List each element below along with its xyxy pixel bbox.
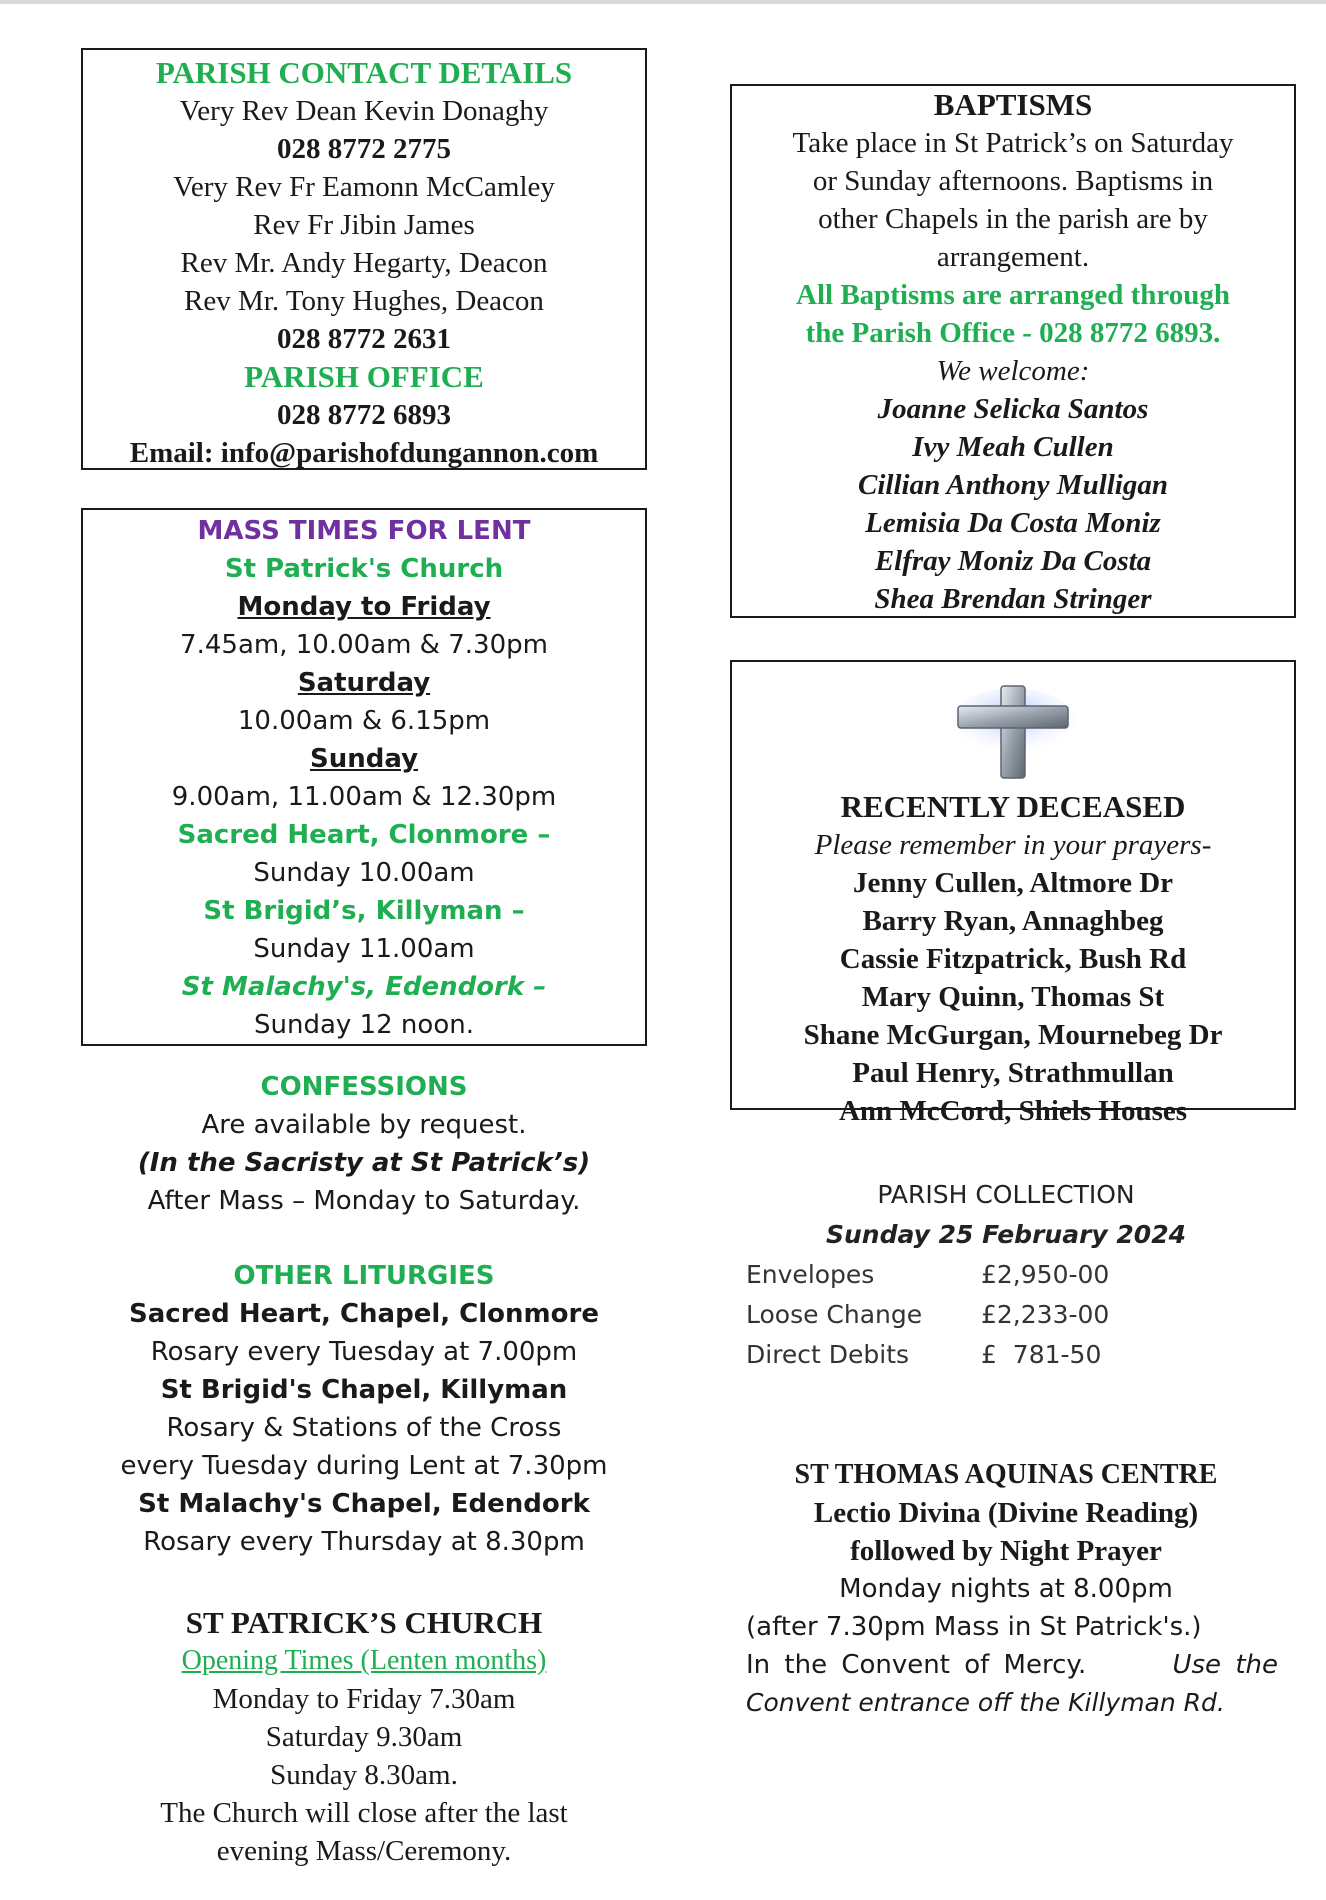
baptisms-text-2: or Sunday afternoons. Baptisms in: [812, 165, 1214, 197]
collection-amount: £2,950-00: [981, 1260, 1110, 1289]
collection-label: Direct Debits: [746, 1340, 910, 1369]
baptisms-welcome: We welcome:: [936, 355, 1090, 387]
sunday-label: Sunday: [309, 744, 419, 774]
deceased-name: Shane McGurgan, Mournebeg Dr: [803, 1019, 1223, 1051]
opening-subtitle[interactable]: Opening Times (Lenten months): [181, 1645, 547, 1676]
saturday-times: 10.00am & 6.15pm: [237, 706, 491, 736]
liturgies-title: OTHER LITURGIES: [233, 1261, 495, 1291]
mass-times-box: [81, 508, 647, 1046]
liturgy-chapel-2-detail-2: every Tuesday during Lent at 7.30pm: [120, 1451, 608, 1481]
baptism-name: Ivy Meah Cullen: [912, 431, 1114, 463]
mass-church: St Patrick's Church: [224, 554, 504, 584]
deceased-name: Ann McCord, Shiels Houses: [838, 1095, 1188, 1127]
baptism-name: Joanne Selicka Santos: [877, 393, 1149, 425]
baptisms-title: BAPTISMS: [933, 87, 1093, 122]
weekday-times: 7.45am, 10.00am & 7.30pm: [180, 630, 548, 660]
clergy-5: Rev Mr. Tony Hughes, Deacon: [184, 285, 544, 317]
contact-title: PARISH CONTACT DETAILS: [155, 55, 573, 90]
baptism-name: Cillian Anthony Mulligan: [858, 469, 1168, 501]
phone-2: 028 8772 2631: [277, 323, 451, 355]
aquinas-line-2: followed by Night Prayer: [850, 1535, 1162, 1567]
chapel-3-time: Sunday 12 noon.: [254, 1010, 474, 1040]
liturgy-chapel-3-detail: Rosary every Thursday at 8.30pm: [143, 1527, 585, 1557]
confessions-line-2: (In the Sacristy at St Patrick’s): [137, 1148, 591, 1178]
baptisms-note-1: All Baptisms are arranged through: [796, 279, 1230, 311]
aquinas-line-1: Lectio Divina (Divine Reading): [813, 1497, 1199, 1529]
collection-label: Envelopes: [746, 1260, 875, 1289]
liturgy-chapel-2: St Brigid's Chapel, Killyman: [160, 1375, 568, 1405]
saturday-label: Saturday: [297, 668, 431, 698]
contact-email[interactable]: Email: info@parishofdungannon.com: [129, 437, 599, 469]
confessions-line-3: After Mass – Monday to Saturday.: [147, 1186, 581, 1216]
deceased-name: Cassie Fitzpatrick, Bush Rd: [839, 943, 1187, 975]
deceased-title: RECENTLY DECEASED: [840, 789, 1186, 824]
deceased-name: Paul Henry, Strathmullan: [852, 1057, 1174, 1089]
opening-times-link[interactable]: [81, 1642, 647, 1680]
clergy-4: Rev Mr. Andy Hegarty, Deacon: [180, 247, 548, 279]
collection-label: Loose Change: [746, 1300, 923, 1329]
opening-line-5: evening Mass/Ceremony.: [216, 1835, 512, 1867]
aquinas-line-5b: Use the: [1172, 1650, 1278, 1680]
liturgy-chapel-3: St Malachy's Chapel, Edendork: [138, 1489, 590, 1519]
clergy-3: Rev Fr Jibin James: [253, 209, 475, 241]
baptisms-note-2: the Parish Office - 028 8772 6893.: [805, 317, 1221, 349]
baptisms-box: [730, 84, 1296, 618]
opening-section: [81, 1604, 647, 1870]
sunday-times: 9.00am, 11.00am & 12.30pm: [171, 782, 557, 812]
collection-title: PARISH COLLECTION: [877, 1180, 1135, 1209]
confessions-title: CONFESSIONS: [260, 1072, 468, 1102]
opening-line-3: Sunday 8.30am.: [270, 1759, 458, 1791]
opening-line-1: Monday to Friday 7.30am: [212, 1683, 516, 1715]
clergy-1: Very Rev Dean Kevin Donaghy: [179, 95, 549, 127]
baptism-name: Elfray Moniz Da Costa: [874, 545, 1152, 577]
aquinas-section: [746, 1456, 1286, 1722]
office-phone: 028 8772 6893: [277, 399, 451, 431]
baptism-name: Shea Brendan Stringer: [874, 583, 1152, 615]
clergy-2: Very Rev Fr Eamonn McCamley: [173, 171, 555, 203]
aquinas-line-3: Monday nights at 8.00pm: [839, 1574, 1173, 1604]
confessions-line-1: Are available by request.: [201, 1110, 527, 1140]
chapel-1: Sacred Heart, Clonmore –: [177, 820, 551, 850]
deceased-subtitle: Please remember in your prayers-: [814, 829, 1212, 861]
baptisms-text-3: other Chapels in the parish are by: [818, 203, 1208, 235]
chapel-1-time: Sunday 10.00am: [253, 858, 475, 888]
aquinas-title: ST THOMAS AQUINAS CENTRE: [794, 1459, 1218, 1490]
top-divider: [0, 0, 1326, 4]
contact-box: [81, 48, 647, 470]
aquinas-line-6: Convent entrance off the Killyman Rd.: [746, 1688, 1225, 1717]
aquinas-line-4: (after 7.30pm Mass in St Patrick's.): [746, 1612, 1202, 1642]
deceased-name: Barry Ryan, Annaghbeg: [862, 905, 1164, 937]
chapel-2: St Brigid’s, Killyman –: [203, 896, 525, 926]
collection-row: [746, 1295, 1286, 1335]
office-title: PARISH OFFICE: [244, 359, 484, 394]
collection-amount: £2,233-00: [981, 1300, 1110, 1329]
aquinas-line-5a: In the Convent of Mercy.: [746, 1650, 1087, 1680]
baptisms-text-4: arrangement.: [936, 241, 1090, 273]
deceased-name: Mary Quinn, Thomas St: [861, 981, 1165, 1013]
collection-section: [746, 1175, 1286, 1375]
cross-icon: [948, 682, 1078, 782]
weekday-label: Monday to Friday: [237, 592, 491, 622]
collection-row: [746, 1335, 1286, 1375]
collection-date: Sunday 25 February 2024: [826, 1220, 1186, 1249]
opening-title: ST PATRICK’S CHURCH: [185, 1605, 543, 1640]
liturgy-chapel-2-detail-1: Rosary & Stations of the Cross: [166, 1413, 562, 1443]
deceased-box: [730, 660, 1296, 1127]
liturgies-section: [81, 1257, 647, 1561]
deceased-name: Jenny Cullen, Altmore Dr: [852, 867, 1174, 899]
phone-1: 028 8772 2775: [277, 133, 451, 165]
chapel-3: St Malachy's, Edendork –: [181, 972, 547, 1002]
collection-amount: £ 781-50: [981, 1340, 1102, 1369]
chapel-2-time: Sunday 11.00am: [253, 934, 475, 964]
confessions-section: [81, 1068, 647, 1220]
collection-row: [746, 1255, 1286, 1295]
liturgy-chapel-1-detail: Rosary every Tuesday at 7.00pm: [150, 1337, 578, 1367]
liturgy-chapel-1: Sacred Heart, Chapel, Clonmore: [129, 1299, 599, 1329]
aquinas-line-5: [746, 1646, 1278, 1684]
opening-line-2: Saturday 9.30am: [265, 1721, 463, 1753]
opening-line-4: The Church will close after the last: [160, 1797, 568, 1829]
baptisms-text-1: Take place in St Patrick’s on Saturday: [792, 127, 1234, 159]
baptism-name: Lemisia Da Costa Moniz: [865, 507, 1161, 539]
mass-title: MASS TIMES FOR LENT: [197, 516, 531, 546]
